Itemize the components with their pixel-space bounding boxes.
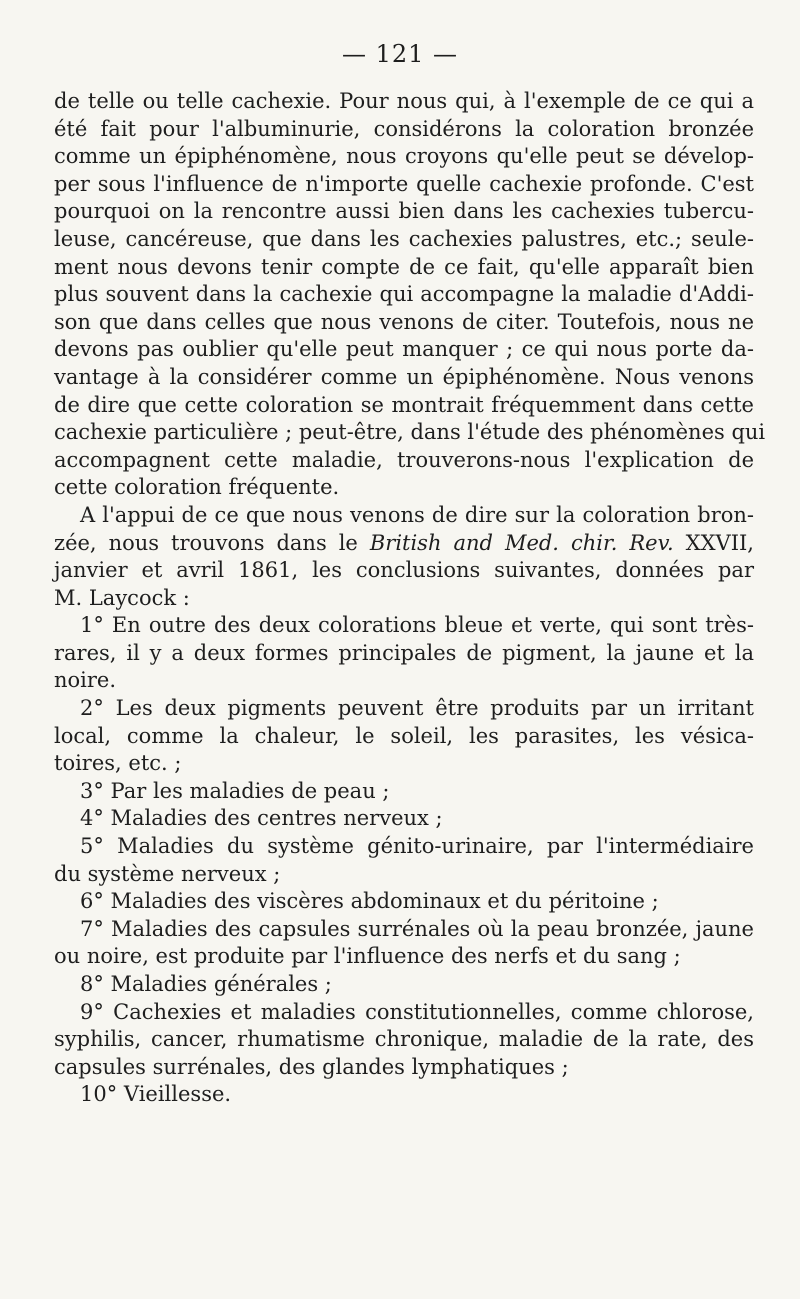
list-item-1: 1° En outre des deux colorations bleue et verte, qui sont très-: [80, 613, 754, 638]
text-line: son que dans celles que nous venons de citer. Toutefois, nous ne: [54, 309, 754, 334]
body-text: [54, 88, 766, 1109]
text-line: local, comme la chaleur, le soleil, les parasites, les vésica-: [54, 723, 754, 748]
text-line: de telle ou telle cachexie. Pour nous qui, à l'exemple de ce qui a: [54, 89, 754, 113]
text-line: syphilis, cancer, rhumatisme chronique, maladie de la rate, des: [54, 1027, 754, 1052]
text-line: M. Laycock :: [54, 585, 190, 610]
text-line: plus souvent dans la cachexie qui accompagne la maladie d'Addi-: [54, 282, 754, 307]
list-item-2: 2° Les deux pigments peuvent être produits par un irritant: [80, 696, 754, 721]
text-line: accompagnent cette maladie, trouverons-nous l'explication de: [54, 447, 754, 472]
text-line: de dire que cette coloration se montrait fréquemment dans cette: [54, 392, 754, 417]
text-line: du système nerveux ;: [54, 861, 281, 886]
text-line: per sous l'influence de n'importe quelle cachexie profonde. C'est: [54, 171, 754, 196]
text-line: comme un épiphénomène, nous croyons qu'elle peut se dévelop-: [54, 144, 754, 169]
text-line: cette coloration fréquente.: [54, 475, 340, 500]
list-item-5: 5° Maladies du système génito-urinaire, par l'intermédiaire: [80, 834, 754, 859]
list-item-4: 4° Maladies des centres nerveux ;: [80, 806, 443, 831]
text-line: devons pas oublier qu'elle peut manquer ; ce qui nous porte da-: [54, 337, 754, 362]
list-item-9: 9° Cachexies et maladies constitutionnelles, comme chlorose,: [80, 999, 754, 1024]
text-line: noire.: [54, 668, 117, 693]
list-item-8: 8° Maladies générales ;: [80, 972, 332, 996]
text-segment: XXVII,: [685, 530, 754, 555]
text-line: leuse, cancéreuse, que dans les cachexies palustres, etc.; seule-: [54, 226, 754, 251]
text-line: cachexie particulière ; peut-être, dans l'étude des phénomènes qui: [54, 420, 766, 445]
text-line: vantage à la considérer comme un épiphénomène. Nous venons: [54, 364, 754, 389]
journal-title: British and Med. chir. Rev.: [369, 530, 674, 555]
list-item-7: 7° Maladies des capsules surrénales où la peau bronzée, jaune: [80, 916, 754, 941]
text-line: toires, etc. ;: [54, 751, 182, 776]
text-line: janvier et avril 1861, les conclusions suivantes, données par: [54, 558, 754, 583]
text-line: A l'appui de ce que nous venons de dire sur la coloration bron-: [80, 502, 754, 527]
page-number-header: — 121 —: [341, 40, 459, 68]
text-line-with-citation: [54, 530, 754, 558]
text-line: capsules surrénales, des glandes lymphatiques ;: [54, 1054, 569, 1079]
text-line: été fait pour l'albuminurie, considérons la coloration bronzée: [54, 116, 754, 141]
text-line: rares, il y a deux formes principales de pigment, la jaune et la: [54, 640, 754, 665]
list-item-6: 6° Maladies des viscères abdominaux et du péritoine ;: [80, 889, 659, 914]
list-item-10: 10° Vieillesse.: [80, 1082, 232, 1107]
list-item-3: 3° Par les maladies de peau ;: [80, 778, 390, 803]
text-line: pourquoi on la rencontre aussi bien dans les cachexies tubercu-: [54, 199, 754, 224]
text-segment: zée, nous trouvons dans le: [54, 530, 358, 555]
text-line: ou noire, est produite par l'influence des nerfs et du sang ;: [54, 944, 681, 969]
text-line: ment nous devons tenir compte de ce fait, qu'elle apparaît bien: [54, 254, 754, 279]
